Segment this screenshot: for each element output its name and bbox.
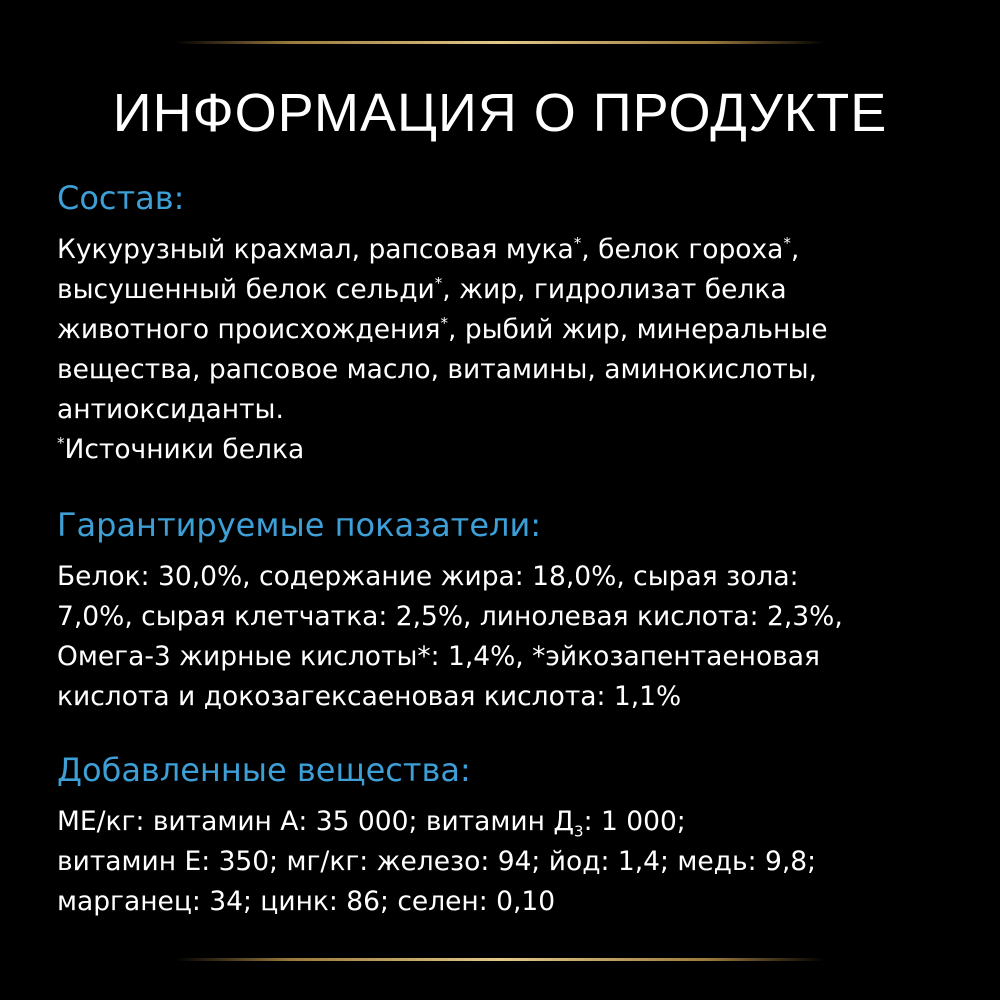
analysis-line: 7,0%, сырая клетчатка: 2,5%, линолевая кислота: 2,3%, [57, 601, 843, 632]
bottom-gold-rule [175, 958, 825, 961]
composition-line: Кукурузный крахмал, рапсовая мука*, белок гороха*, [57, 234, 800, 265]
top-gold-rule [175, 41, 825, 44]
additives-section [57, 750, 957, 922]
composition-line: животного происхождения*, рыбий жир, минеральные [57, 314, 828, 345]
composition-line: высушенный белок сельди*, жир, гидролизат белка [57, 274, 787, 305]
guaranteed-analysis-heading: Гарантируемые показатели: [57, 506, 542, 544]
composition-text [57, 230, 957, 470]
analysis-line: кислота и докозагексаеновая кислота: 1,1% [57, 681, 682, 712]
additives-heading: Добавленные вещества: [57, 751, 471, 789]
composition-heading: Состав: [57, 179, 185, 217]
analysis-line: Белок: 30,0%, содержание жира: 18,0%, сырая зола: [57, 561, 799, 592]
additives-text [57, 802, 957, 922]
guaranteed-analysis-text [57, 557, 957, 717]
composition-line: вещества, рапсовое масло, витамины, аминокислоты, [57, 354, 817, 385]
composition-section [57, 178, 957, 470]
additives-line: марганец: 34; цинк: 86; селен: 0,10 [57, 886, 556, 917]
additives-line: МЕ/кг: витамин А: 35 000; витамин $Д_3$: 1 000; [57, 806, 686, 841]
composition-line: антиоксиданты. [57, 394, 284, 425]
additives-line: витамин Е: 350; мг/кг: железо: 94; йод: 1,4; медь: 9,8; [57, 846, 817, 877]
analysis-line: Омега-3 жирные кислоты*: 1,4%, *эйкозапентаеновая [57, 641, 820, 672]
page-title: ИНФОРМАЦИЯ О ПРОДУКТЕ [112, 83, 888, 143]
protein-sources-note: *Источники белка [57, 434, 305, 465]
guaranteed-analysis-section [57, 505, 957, 717]
